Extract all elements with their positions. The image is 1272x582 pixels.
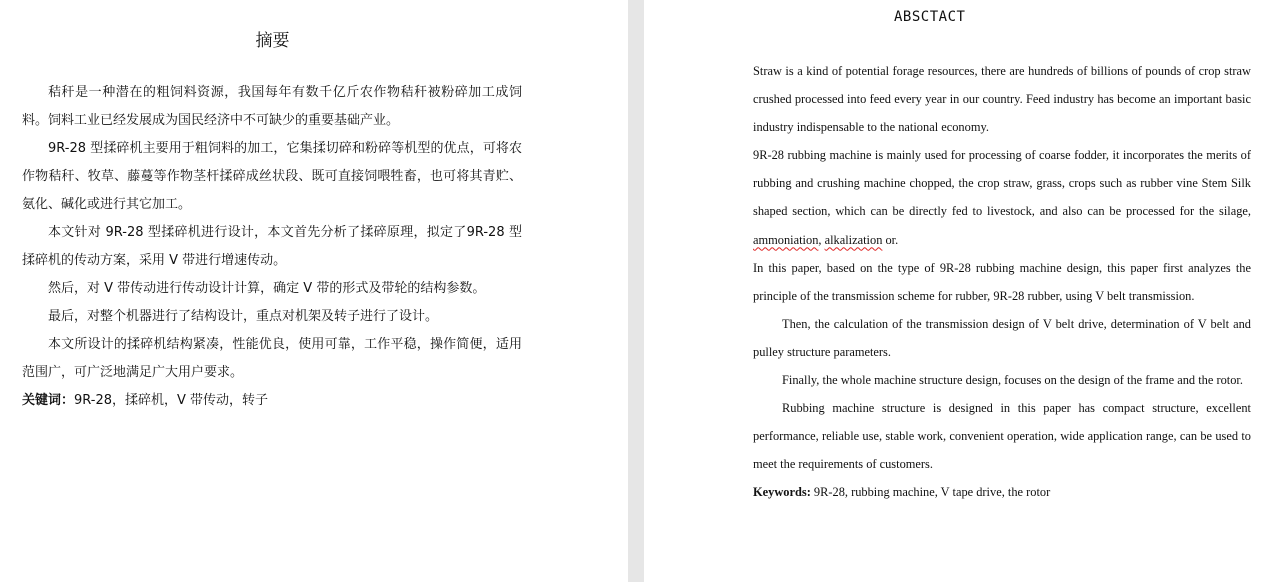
english-abstract-title: ABSCTACT (894, 9, 966, 25)
page-gutter (628, 0, 644, 582)
cn-keywords-text: 9R-28，揉碎机，V 带传动，转子 (74, 393, 269, 408)
chinese-abstract-body (22, 79, 522, 415)
en-keywords-text: 9R-28, rubbing machine, V tape drive, the rotor (810, 485, 1051, 500)
cn-keywords-label: 关键词： (22, 393, 75, 408)
cn-paragraph-5: 最后，对整个机器进行了结构设计，重点对机架及转子进行了设计。 (48, 309, 439, 324)
cn-paragraph-1: 秸秆是一种潜在的粗饲料资源，我国每年有数千亿斤农作物秸秆被粉碎加工成饲料。饲料工业已经发展成为国民经济中不可缺少的重要基础产业。 (22, 85, 522, 128)
english-abstract-body (753, 57, 1251, 507)
en-paragraph-2-end: or. (882, 232, 899, 247)
english-abstract-page (644, 0, 1272, 582)
spellcheck-word-ammoniation: ammoniation (753, 232, 819, 247)
en-paragraph-4: Then, the calculation of the transmission design of V belt drive, determination of V belt and pulley structure parameters. (753, 316, 1251, 359)
cn-paragraph-6: 本文所设计的揉碎机结构紧凑，性能优良，使用可靠，工作平稳，操作简便，适用范围广，可广泛地满足广大用户要求。 (22, 337, 522, 380)
en-keywords-label: Keywords: (753, 485, 811, 500)
en-keywords (753, 478, 1251, 506)
en-paragraph-1: Straw is a kind of potential forage resources, there are hundreds of billions of pounds of crop straw crushed processed into feed every year in our country. Feed industry has become an important basic industry indispensable to the national economy. (753, 64, 1251, 135)
en-paragraph-2 (753, 141, 1251, 253)
en-paragraph-3: In this paper, based on the type of 9R-28 rubbing machine design, this paper first analyzes the principle of the transmission scheme for rubber, 9R-28 rubber, using V belt transmission. (753, 260, 1251, 303)
en-paragraph-2-separator: , (818, 232, 825, 247)
cn-paragraph-2: 9R-28 型揉碎机主要用于粗饲料的加工，它集揉切碎和粉碎等机型的优点，可将农作物秸秆、牧草、藤蔓等作物茎杆揉碎成丝状段、既可直接饲喂牲畜，也可将其青贮、氨化、碱化或进行其它加工。 (22, 141, 522, 212)
en-paragraph-5: Finally, the whole machine structure design, focuses on the design of the frame and the rotor. (782, 373, 1243, 388)
en-paragraph-6: Rubbing machine structure is designed in this paper has compact structure, excellent performance, reliable use, stable work, convenient operation, wide application range, can be used to meet the requirements of customers. (753, 401, 1251, 472)
spellcheck-word-alkalization: alkalization (824, 232, 883, 247)
cn-keywords (22, 387, 522, 415)
chinese-abstract-page (0, 0, 628, 582)
chinese-abstract-title: 摘要 (255, 31, 290, 51)
en-paragraph-2-text: 9R-28 rubbing machine is mainly used for processing of coarse fodder, it incorporates the merits of rubbing and crushing machine chopped, the crop straw, grass, crops such as rubber vine Stem Silk shaped section, which can be directly fed to livestock, and also can be processed for the silage, (753, 148, 1251, 219)
cn-paragraph-4: 然后，对 V 带传动进行传动设计计算，确定 V 带的形式及带轮的结构参数。 (48, 281, 486, 296)
cn-paragraph-3: 本文针对 9R-28 型揉碎机进行设计，本文首先分析了揉碎原理，拟定了9R-28 型揉碎机的传动方案，采用 V 带进行增速传动。 (22, 225, 522, 268)
